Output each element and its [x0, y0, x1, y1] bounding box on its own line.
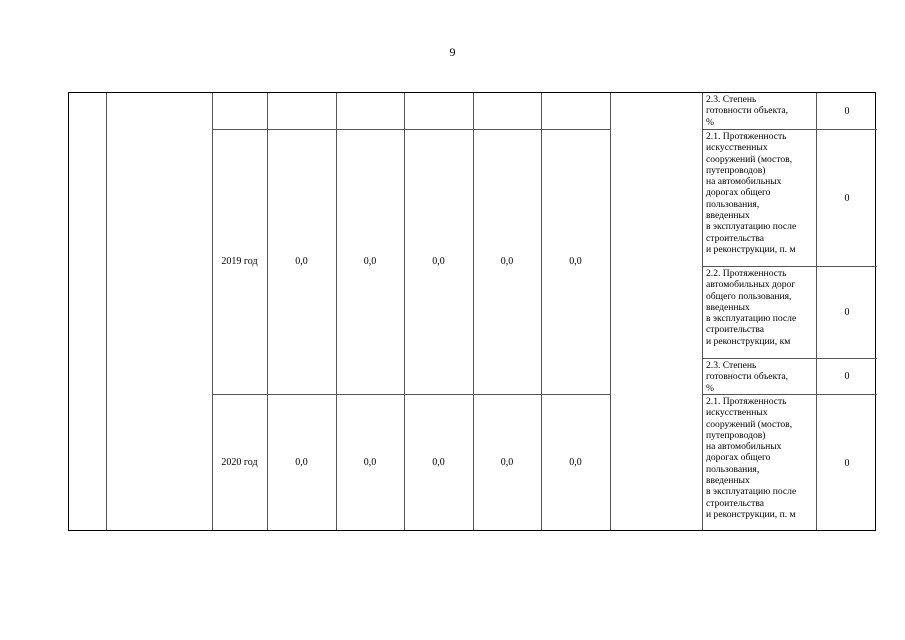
- data-table: [68, 92, 876, 531]
- value-cell: 0,0: [363, 457, 377, 468]
- column-divider: [702, 93, 703, 530]
- value-cell: 0,0: [432, 256, 445, 267]
- value-cell: 0,0: [569, 256, 582, 267]
- indicator-value: 0: [844, 371, 850, 382]
- value-cell: 0,0: [432, 457, 445, 468]
- indicator-text: 2.1. Протяженность искусственных сооружений (мостов, путепроводов) на автомобильных дорогах общего пользования, введенных в эксплуатацию после строительства и реконструкции, п. м: [706, 396, 797, 520]
- indicator-text: 2.2. Протяженность автомобильных дорог общего пользования, введенных в эксплуатацию после строительства и реконструкции, км: [706, 268, 797, 347]
- value-cell: 0,0: [500, 457, 514, 468]
- year-label: 2020 год: [221, 457, 258, 468]
- column-divider: [610, 93, 611, 530]
- value-cell: 0,0: [295, 457, 308, 468]
- value-cell: 0,0: [569, 457, 582, 468]
- indicator-value: 0: [844, 105, 850, 117]
- value-cell: 0,0: [295, 256, 308, 267]
- indicator-value: 0: [844, 457, 850, 469]
- column-divider: [106, 93, 107, 530]
- page-number: 9: [449, 45, 456, 59]
- value-cell: 0,0: [500, 256, 514, 267]
- year-label: 2019 год: [221, 256, 258, 267]
- indicator-value: 0: [844, 192, 850, 204]
- indicator-value: 0: [844, 307, 850, 318]
- indicator-text: 2.1. Протяженность искусственных сооружений (мостов, путепроводов) на автомобильных дорогах общего пользования, введенных в эксплуатацию после строительства и реконструкции, п. м: [706, 131, 797, 255]
- indicator-text: 2.3. Степень готовности объекта, %: [706, 360, 789, 394]
- value-cell: 0,0: [363, 256, 377, 267]
- indicator-text: 2.3. Степень готовности объекта, %: [706, 94, 789, 128]
